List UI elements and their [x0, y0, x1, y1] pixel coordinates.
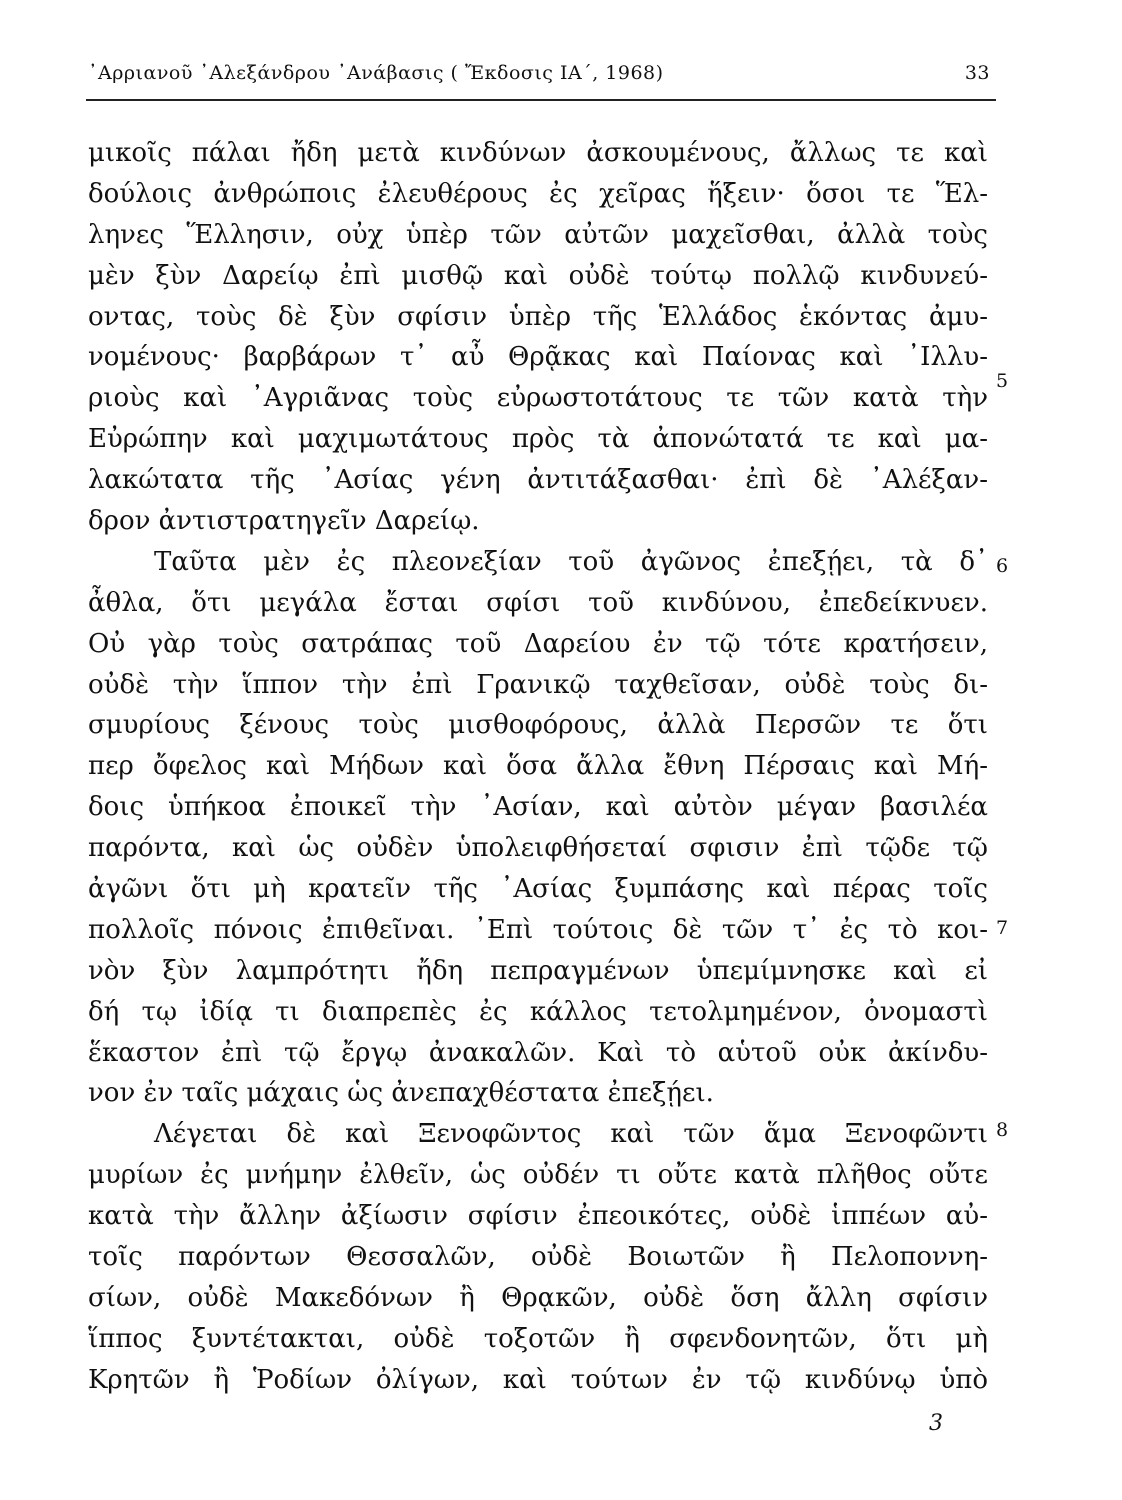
header-title: ᾿Αρριανοῦ ᾿Αλεξάνδρου ᾿Ανάβασις ( Ἔκδοσις ΙΑ΄, 1968): [88, 62, 664, 84]
folio-signature: 3: [929, 1411, 943, 1436]
text-line: ἀγῶνι ὅτι μὴ κρατεῖν τῆς ᾿Ασίας ξυμπάσης καὶ πέρας τοῖς: [88, 874, 988, 905]
text-line: ληνες Ἕλλησιν, οὐχ ὑπὲρ τῶν αὐτῶν μαχεῖσθαι, ἀλλὰ τοὺς: [88, 219, 988, 250]
text-line: νομένους· βαρβάρων τ᾿ αὖ Θρᾷκας καὶ Παίονας καὶ ᾿Ιλλυ-: [88, 342, 988, 373]
text-line: τοῖς παρόντων Θεσσαλῶν, οὐδὲ Βοιωτῶν ἢ Πελοποννη-: [88, 1242, 988, 1273]
text-line: πολλοῖς πόνοις ἐπιθεῖναι. ᾿Επὶ τούτοις δὲ τῶν τ᾿ ἐς τὸ κοι-: [88, 914, 988, 945]
text-line: ἕκαστον ἐπὶ τῷ ἔργῳ ἀνακαλῶν. Καὶ τὸ αὑτοῦ οὐκ ἀκίνδυ-: [88, 1037, 988, 1068]
text-line: μικοῖς πάλαι ἤδη μετὰ κινδύνων ἀσκουμένους, ἄλλως τε καὶ: [88, 138, 988, 168]
text-line: δρον ἀντιστρατηγεῖν Δαρείῳ.: [88, 506, 480, 537]
text-line: δή τῳ ἰδίᾳ τι διαπρεπὲς ἐς κάλλος τετολμημένον, ὀνομαστὶ: [88, 996, 988, 1027]
margin-section-number: 7: [996, 917, 1009, 939]
paragraph-first-line: Λέγεται δὲ καὶ Ξενοφῶντος καὶ τῶν ἅμα Ξενοφῶντι: [154, 1119, 988, 1150]
page-number: 33: [964, 62, 990, 84]
text-line: σμυρίους ξένους τοὺς μισθοφόρους, ἀλλὰ Περσῶν τε ὅτι: [88, 710, 988, 741]
text-line: παρόντα, καὶ ὡς οὐδὲν ὑπολειφθήσεταί σφισιν ἐπὶ τῷδε τῷ: [88, 833, 988, 864]
text-line: ριοὺς καὶ ᾿Αγριᾶνας τοὺς εὐρωστοτάτους τε τῶν κατὰ τὴν: [88, 383, 988, 414]
text-line: κατὰ τὴν ἄλλην ἀξίωσιν σφίσιν ἐπεοικότες, οὐδὲ ἱππέων αὐ-: [88, 1201, 988, 1232]
text-line: ἆθλα, ὅτι μεγάλα ἔσται σφίσι τοῦ κινδύνου, ἐπεδείκνυεν.: [88, 587, 988, 618]
text-line: Οὐ γὰρ τοὺς σατράπας τοῦ Δαρείου ἐν τῷ τότε κρατήσειν,: [88, 628, 988, 659]
margin-section-number: 8: [996, 1119, 1009, 1141]
text-line: νον ἐν ταῖς μάχαις ὡς ἀνεπαχθέστατα ἐπεξῄει.: [88, 1078, 714, 1109]
text-line: Κρητῶν ἢ Ῥοδίων ὀλίγων, καὶ τούτων ἐν τῷ κινδύνῳ ὑπὸ: [88, 1364, 988, 1395]
text-line: δούλοις ἀνθρώποις ἐλευθέρους ἐς χεῖρας ἥξειν· ὅσοι τε Ἕλ-: [88, 178, 988, 209]
text-line: μυρίων ἐς μνήμην ἐλθεῖν, ὡς οὐδέν τι οὔτε κατὰ πλῆθος οὔτε: [88, 1160, 988, 1191]
text-line: σίων, οὐδὲ Μακεδόνων ἢ Θρᾳκῶν, οὐδὲ ὅση ἄλλη σφίσιν: [88, 1282, 988, 1313]
margin-section-number: 5: [996, 370, 1009, 392]
text-line: δοις ὑπήκοα ἐποικεῖ τὴν ᾿Ασίαν, καὶ αὐτὸν μέγαν βασιλέα: [88, 792, 988, 823]
text-line: Εὐρώπην καὶ μαχιμωτάτους πρὸς τὰ ἀπονώτατά τε καὶ μα-: [88, 424, 988, 455]
text-line: λακώτατα τῆς ᾿Ασίας γένη ἀντιτάξασθαι· ἐπὶ δὲ ᾿Αλέξαν-: [88, 465, 988, 496]
text-line: περ ὄφελος καὶ Μήδων καὶ ὅσα ἄλλα ἔθνη Πέρσαις καὶ Μή-: [88, 751, 988, 782]
text-line: μὲν ξὺν Δαρείῳ ἐπὶ μισθῷ καὶ οὐδὲ τούτῳ πολλῷ κινδυνεύ-: [88, 260, 988, 291]
text-line: οὐδὲ τὴν ἵππον τὴν ἐπὶ Γρανικῷ ταχθεῖσαν, οὐδὲ τοὺς δι-: [88, 669, 988, 700]
text-line: οντας, τοὺς δὲ ξὺν σφίσιν ὑπὲρ τῆς Ἑλλάδος ἑκόντας ἀμυ-: [88, 301, 988, 332]
text-line: νὸν ξὺν λαμπρότητι ἤδη πεπραγμένων ὑπεμίμνησκε καὶ εἰ: [88, 955, 988, 986]
margin-section-number: 6: [996, 555, 1009, 577]
text-line: ἵππος ξυντέτακται, οὐδὲ τοξοτῶν ἢ σφενδονητῶν, ὅτι μὴ: [88, 1323, 988, 1354]
paragraph-first-line: Ταῦτα μὲν ἐς πλεονεξίαν τοῦ ἀγῶνος ἐπεξῄει, τὰ δ᾿: [154, 546, 988, 577]
header-rule: [86, 99, 996, 101]
body-text: [88, 133, 988, 1401]
